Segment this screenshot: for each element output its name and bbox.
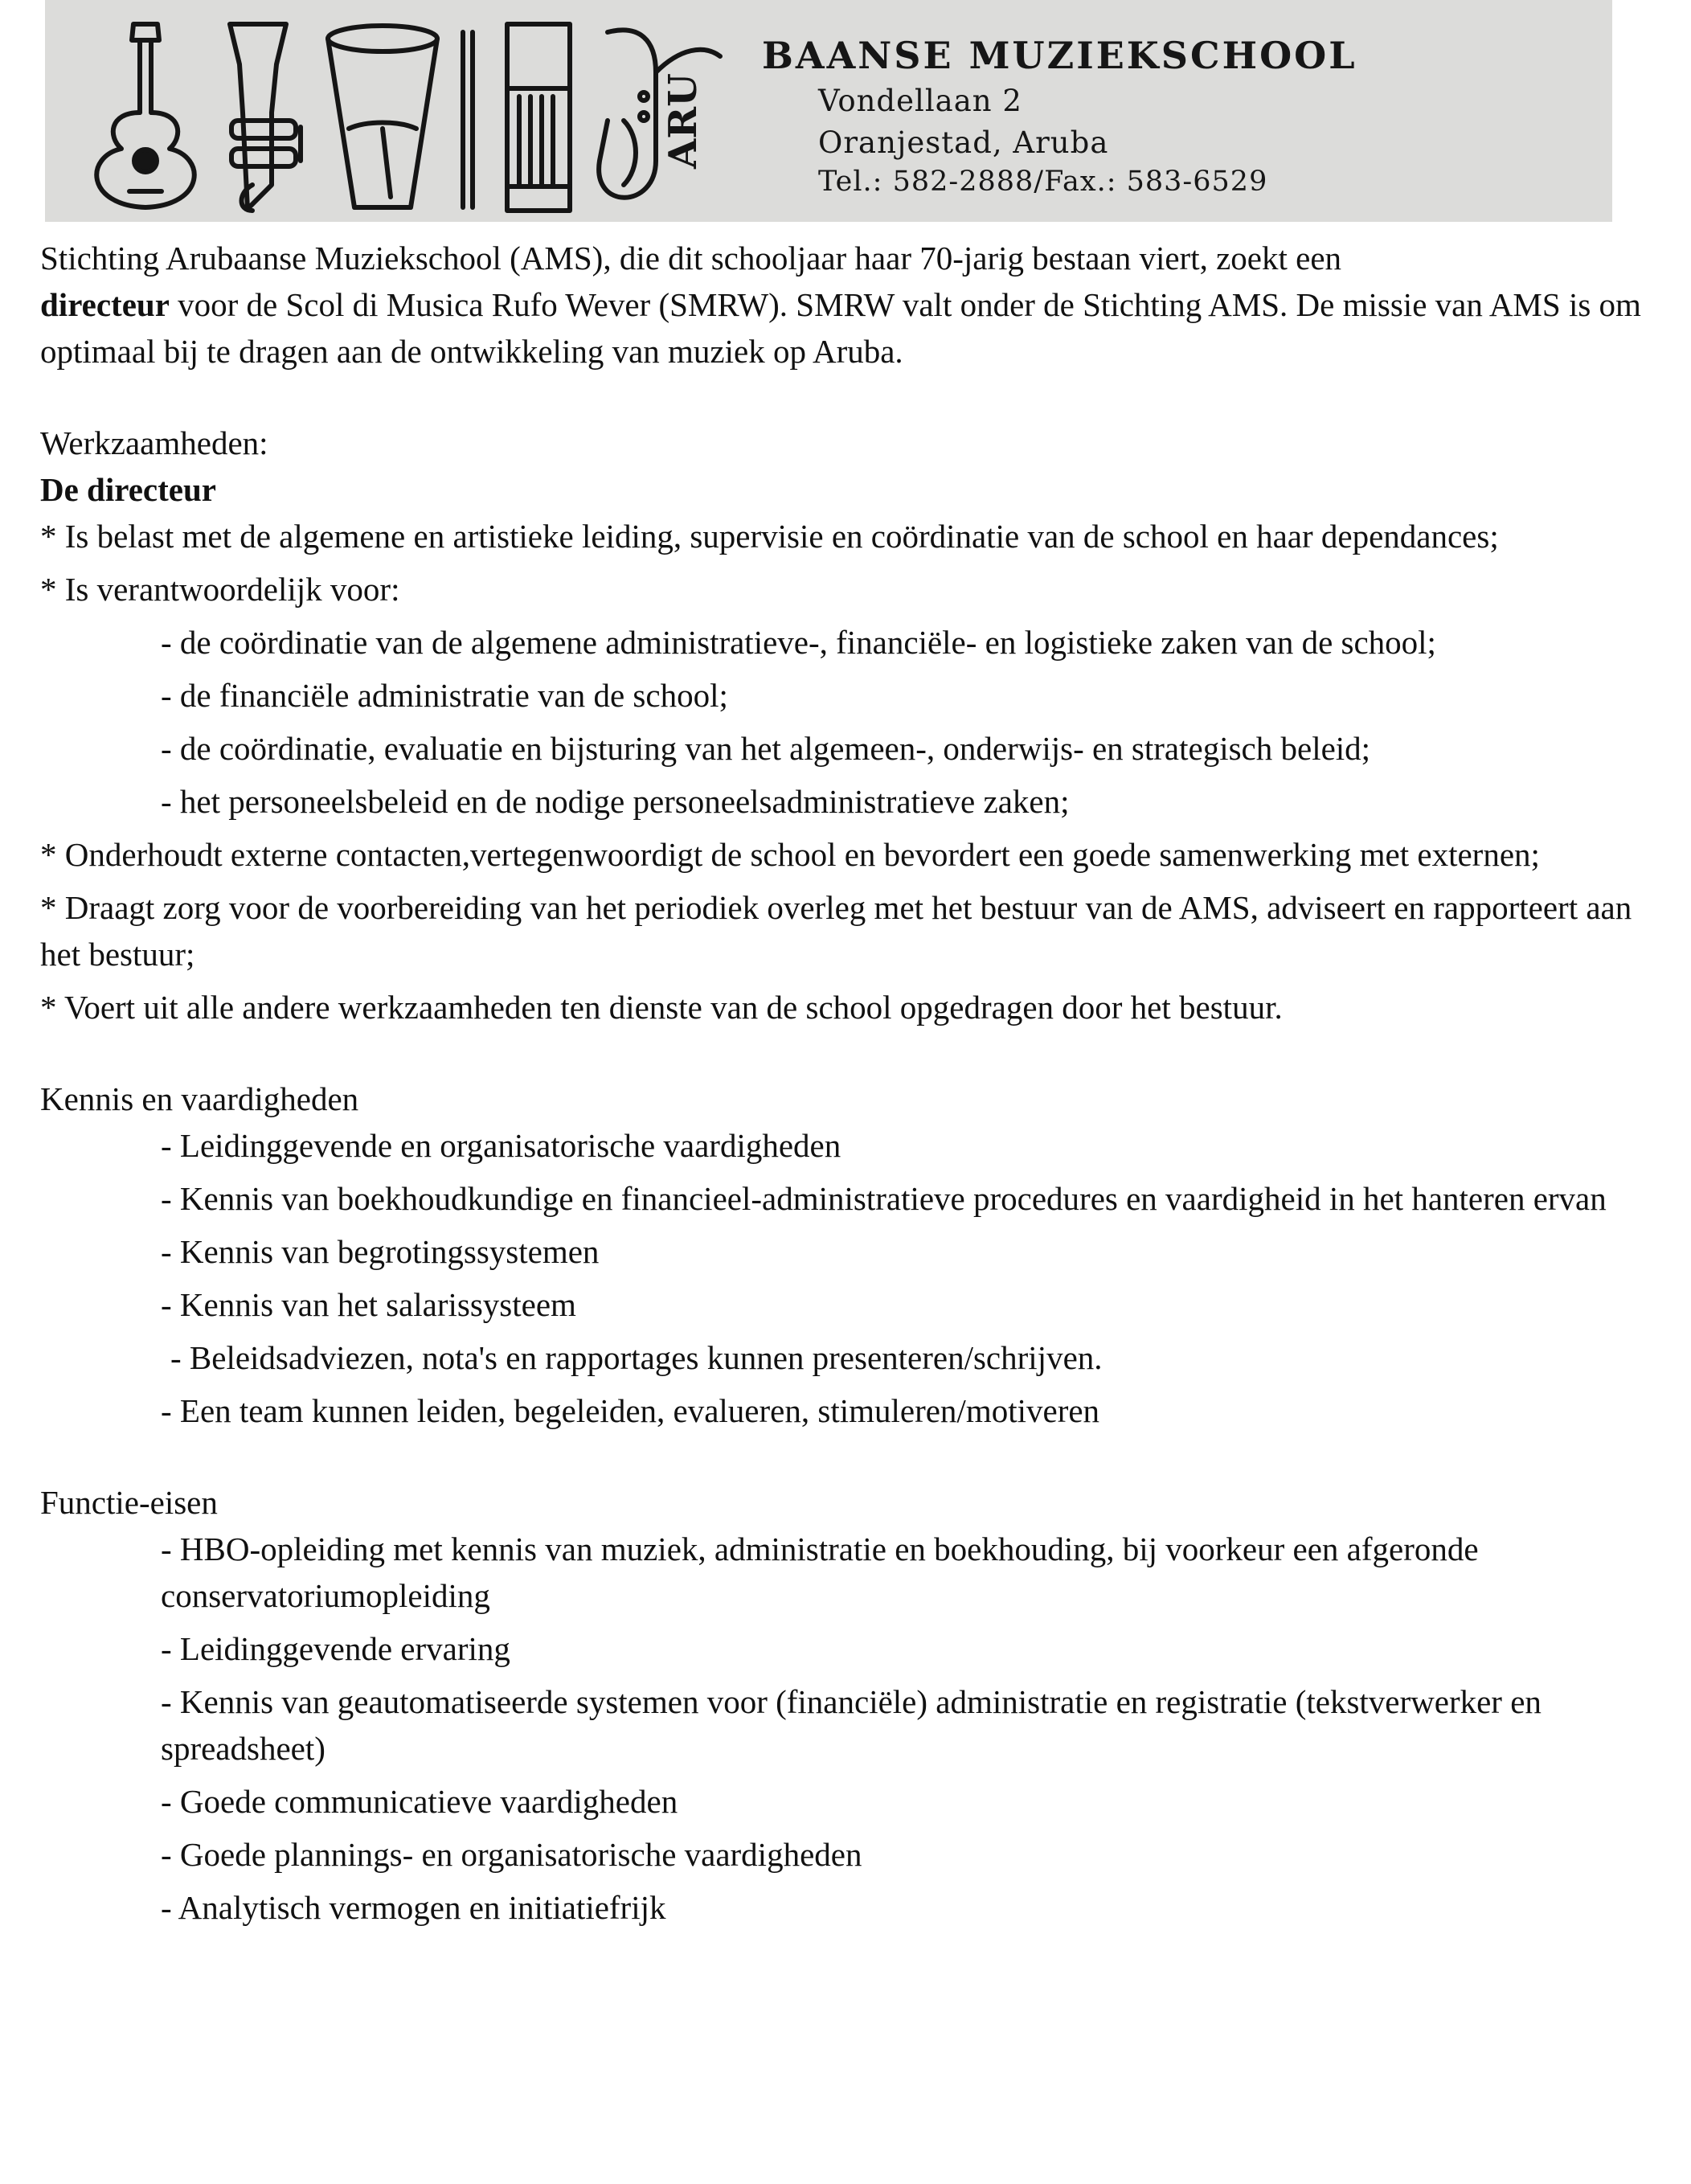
responsibility-item: - het personeelsbeleid en de nodige personeelsadministratieve zaken;	[161, 783, 1070, 820]
trumpet-icon	[230, 24, 301, 211]
duty-item: * Is verantwoordelijk voor:	[40, 571, 400, 608]
guitar-icon	[96, 24, 194, 207]
intro-text-continued: voor de Scol di Musica Rufo Wever (SMRW). SMRW valt onder de Stichting AMS. De missie van AMS is om optimaal bij te dragen aan de ontwikkeling van muziek op Aruba.	[40, 286, 1641, 370]
requirement-item: - HBO-opleiding met kennis van muziek, administratie en boekhouding, bij voorkeur een afgeronde conservatoriumopleiding	[161, 1530, 1479, 1614]
duty-item: * Is belast met de algemene en artistieke leiding, supervisie en coördinatie van de school en haar dependances;	[40, 518, 1499, 555]
requirement-item: - Goede communicatieve vaardigheden	[161, 1783, 678, 1820]
school-name: BAANSE MUZIEKSCHOOL	[762, 34, 1357, 77]
keyboard-icon	[463, 24, 570, 211]
duty-item: * Voert uit alle andere werkzaamheden ten dienste van de school opgedragen door het bestuur.	[40, 989, 1283, 1026]
functie-heading: Functie-eisen	[40, 1484, 218, 1521]
skill-item: - Kennis van boekhoudkundige en financieel-administratieve procedures en vaardigheid in het hanteren ervan	[161, 1180, 1607, 1217]
logo-letters: ARU	[661, 73, 706, 169]
address-street: Vondellaan 2	[818, 84, 1022, 118]
phone-fax: Tel.: 582-2888/Fax.: 583-6529	[818, 166, 1268, 198]
letterhead	[45, 0, 1612, 222]
vacancy-text	[40, 235, 1680, 1931]
responsibility-item: - de financiële administratie van de school;	[161, 677, 728, 714]
skill-item: - Kennis van het salarissysteem	[161, 1286, 576, 1323]
instruments-logo-icon	[45, 0, 752, 222]
drum-icon	[328, 26, 437, 207]
requirement-item: - Leidinggevende ervaring	[161, 1630, 510, 1667]
responsibility-item: - de coördinatie van de algemene administratieve-, financiële- en logistieke zaken van de school;	[161, 624, 1436, 661]
intro-paragraph	[40, 235, 1680, 375]
requirement-item: - Goede plannings- en organisatorische vaardigheden	[161, 1836, 862, 1873]
requirement-item: - Kennis van geautomatiseerde systemen voor (financiële) administratie en registratie (tekstverwerker en spreadsheet)	[161, 1683, 1542, 1767]
duty-item: * Draagt zorg voor de voorbereiding van het periodiek overleg met het bestuur van de AMS, adviseert en rapporteert aan het bestuur;	[40, 889, 1632, 973]
werkzaamheden-heading: Werkzaamheden:	[40, 424, 268, 461]
intro-bold-role: directeur	[40, 286, 170, 323]
skill-item: - Een team kunnen leiden, begeleiden, evalueren, stimuleren/motiveren	[161, 1392, 1100, 1429]
responsibility-item: - de coördinatie, evaluatie en bijsturing van het algemeen-, onderwijs- en strategisch beleid;	[161, 730, 1371, 767]
skill-item: - Leidinggevende en organisatorische vaardigheden	[161, 1127, 841, 1164]
address-city: Oranjestad, Aruba	[818, 125, 1109, 160]
kennis-heading: Kennis en vaardigheden	[40, 1080, 359, 1117]
duty-item: * Onderhoudt externe contacten,vertegenwoordigt de school en bevordert een goede samenwerking met externen;	[40, 836, 1540, 873]
directeur-subheading: De directeur	[40, 471, 216, 508]
skill-item: - Beleidsadviezen, nota's en rapportages kunnen presenteren/schrijven.	[170, 1339, 1103, 1376]
requirement-item: - Analytisch vermogen en initiatiefrijk	[161, 1889, 666, 1926]
intro-text: Stichting Arubaanse Muziekschool (AMS), die dit schooljaar haar 70-jarig bestaan viert, zoekt een	[40, 240, 1342, 277]
skill-item: - Kennis van begrotingssystemen	[161, 1233, 600, 1270]
